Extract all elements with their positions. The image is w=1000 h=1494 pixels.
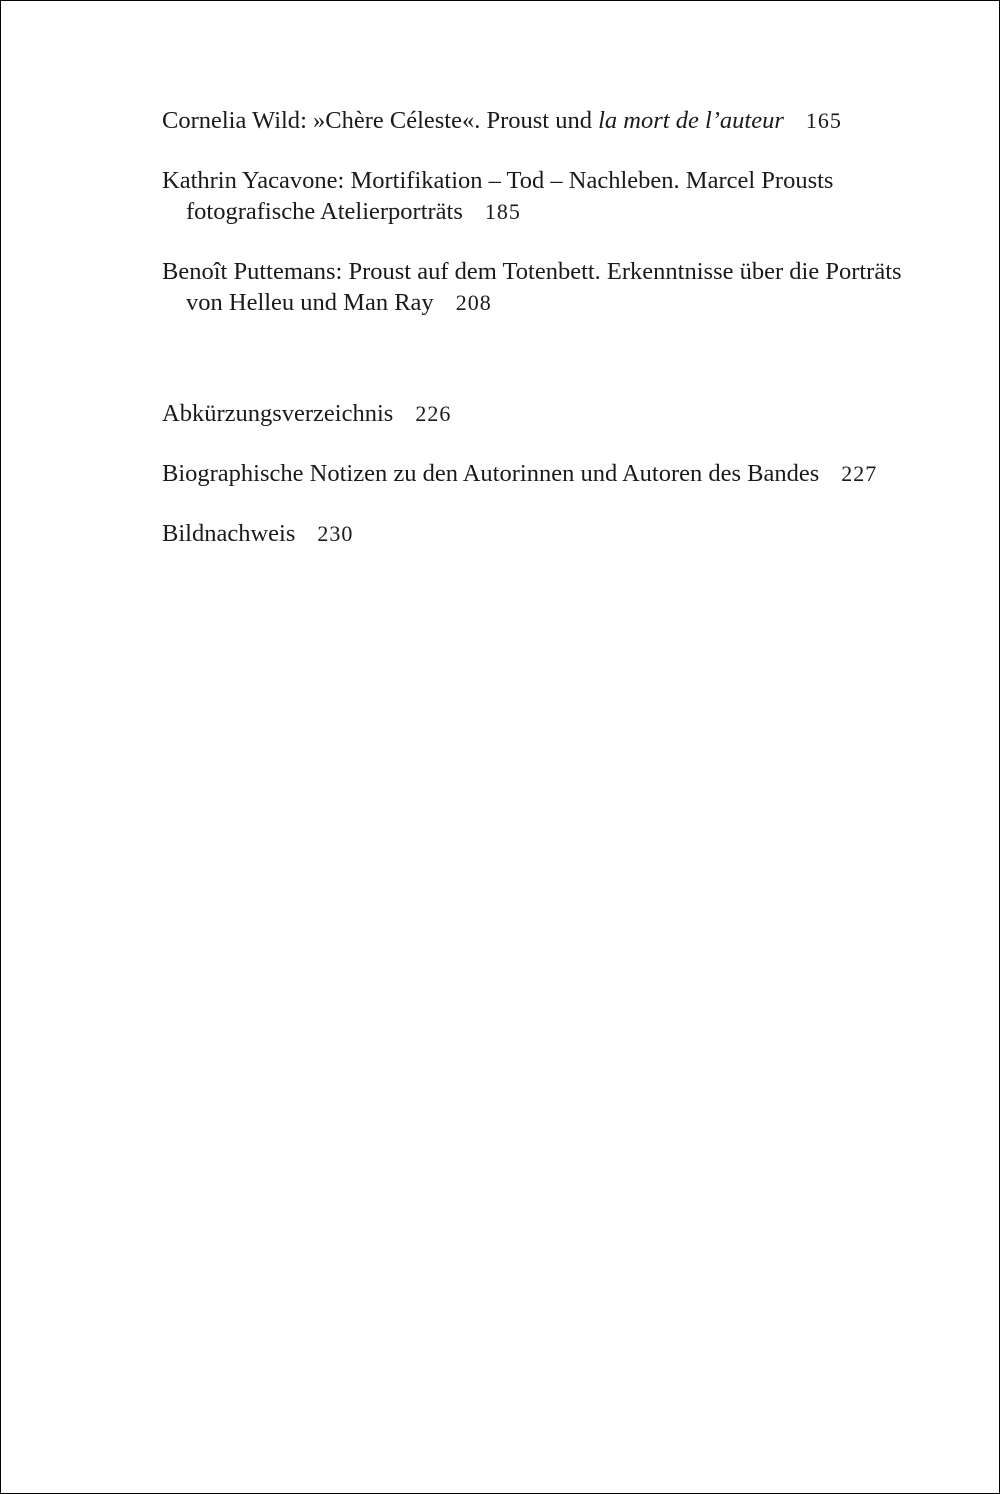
toc-page-number: 226: [415, 401, 452, 426]
toc-entry-image-credits: [162, 518, 942, 549]
toc-entry-puttemans: [162, 256, 942, 318]
toc-author: Cornelia Wild: [162, 107, 301, 134]
toc-entry-abbreviations: [162, 398, 942, 429]
toc-entry-biographies: [162, 458, 942, 489]
toc-separator: :: [337, 167, 351, 194]
toc-title: Mortifikation – Tod – Nachleben. Marcel Prousts fotografische Atelierporträts: [186, 167, 834, 225]
toc-title: »Chère Céleste«. Proust und: [313, 107, 599, 134]
toc-separator: :: [335, 258, 349, 285]
toc-title: Proust auf dem Totenbett. Erkenntnisse über die Porträts von Helleu und Man Ray: [186, 258, 902, 316]
toc-title: Biographische Notizen zu den Autorinnen und Autoren des Bandes: [162, 460, 820, 487]
toc-title: Bildnachweis: [162, 520, 296, 547]
toc-author: Benoît Puttemans: [162, 258, 336, 285]
toc-author: Kathrin Yacavone: [162, 167, 338, 194]
toc-page-number: 185: [484, 199, 521, 224]
toc-separator: :: [300, 107, 313, 134]
toc-page-number: 227: [841, 461, 878, 486]
toc-entry-wild: [162, 105, 942, 136]
table-of-contents: [162, 105, 942, 578]
toc-page-number: 208: [455, 290, 492, 315]
toc-title-italic: la mort de l’auteur: [598, 107, 784, 134]
toc-page-number: 230: [317, 521, 354, 546]
toc-title: Abkürzungsverzeichnis: [162, 400, 394, 427]
toc-page-number: 165: [805, 108, 842, 133]
toc-entry-yacavone: [162, 165, 942, 227]
